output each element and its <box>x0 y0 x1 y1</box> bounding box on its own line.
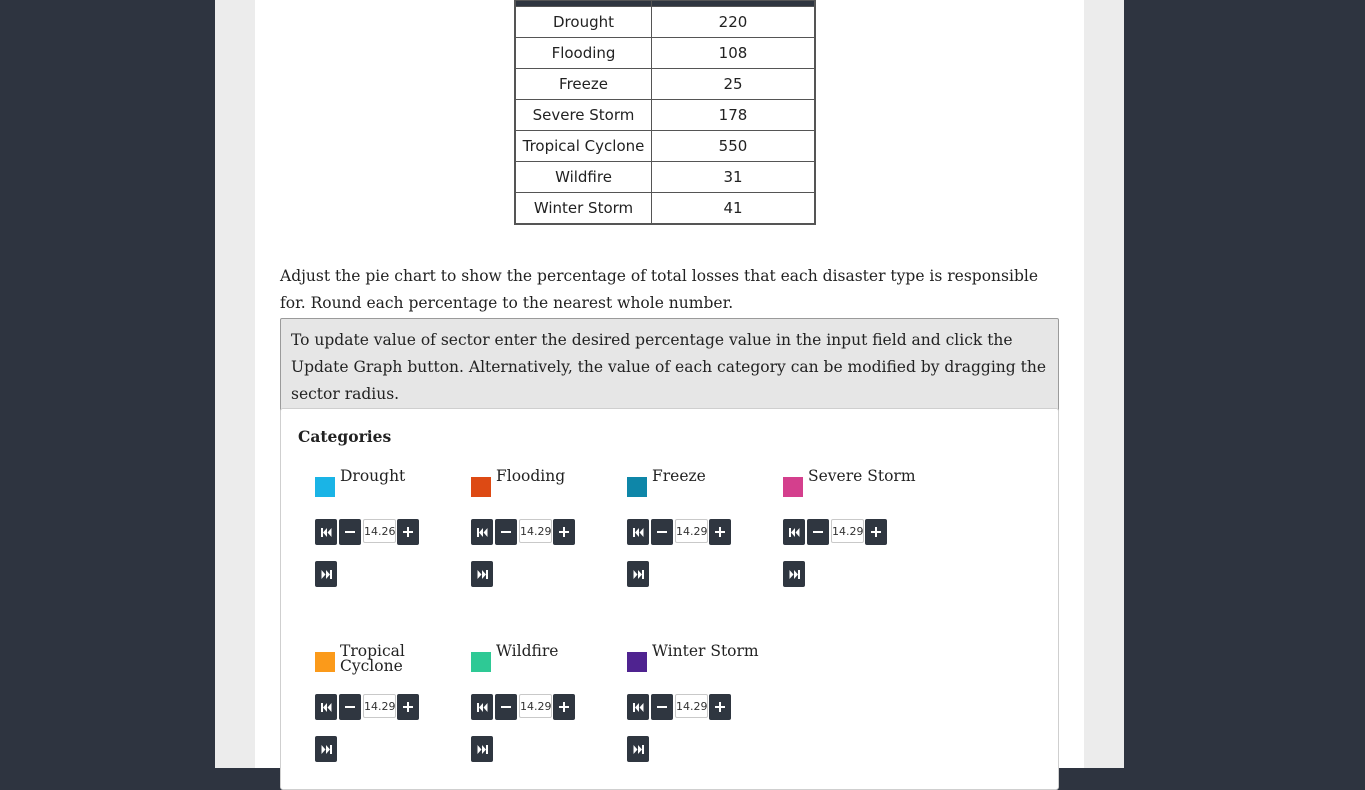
skip-to-start-icon <box>477 528 488 537</box>
skip-to-start-button[interactable] <box>315 694 337 720</box>
category-item <box>783 469 933 599</box>
category-name: Wildfire <box>496 642 559 660</box>
plus-icon <box>403 702 413 712</box>
table-row <box>515 38 815 69</box>
category-item <box>471 644 621 774</box>
skip-to-start-icon <box>789 528 800 537</box>
loss-cell: 31 <box>652 162 816 193</box>
category-name: Flooding <box>496 467 566 485</box>
loss-table <box>514 0 816 225</box>
skip-to-start-button[interactable] <box>627 694 649 720</box>
skip-to-end-icon <box>477 745 488 754</box>
category-value-input[interactable] <box>831 519 864 543</box>
disaster-type-cell: Freeze <box>515 69 652 100</box>
skip-to-end-button[interactable] <box>627 561 649 587</box>
skip-to-end-icon <box>789 570 800 579</box>
skip-to-start-icon <box>321 703 332 712</box>
skip-to-end-button[interactable] <box>627 736 649 762</box>
category-item <box>627 644 777 774</box>
loss-cell: 550 <box>652 131 816 162</box>
decrement-button[interactable] <box>651 519 673 545</box>
category-color-swatch <box>471 652 491 672</box>
disaster-type-cell: Wildfire <box>515 162 652 193</box>
table-row <box>515 193 815 225</box>
skip-to-start-button[interactable] <box>783 519 805 545</box>
minus-icon <box>657 702 667 712</box>
disaster-type-cell: Drought <box>515 7 652 38</box>
decrement-button[interactable] <box>651 694 673 720</box>
category-color-swatch <box>471 477 491 497</box>
disaster-type-cell: Winter Storm <box>515 193 652 225</box>
category-value-input[interactable] <box>363 519 396 543</box>
minus-icon <box>501 702 511 712</box>
category-color-swatch <box>627 477 647 497</box>
loss-cell: 41 <box>652 193 816 225</box>
disaster-type-cell: Flooding <box>515 38 652 69</box>
category-name: Drought <box>340 467 406 485</box>
category-value-input[interactable] <box>519 694 552 718</box>
category-color-swatch <box>315 652 335 672</box>
category-item <box>471 469 621 599</box>
skip-to-end-icon <box>477 570 488 579</box>
table-row <box>515 100 815 131</box>
minus-icon <box>813 527 823 537</box>
category-value-input[interactable] <box>363 694 396 718</box>
category-name: Winter Storm <box>652 642 759 660</box>
category-name: Freeze <box>652 467 706 485</box>
loss-cell: 220 <box>652 7 816 38</box>
category-item <box>315 644 465 774</box>
skip-to-start-button[interactable] <box>471 694 493 720</box>
skip-to-end-icon <box>321 570 332 579</box>
increment-button[interactable] <box>865 519 887 545</box>
table-row <box>515 162 815 193</box>
increment-button[interactable] <box>709 519 731 545</box>
decrement-button[interactable] <box>807 519 829 545</box>
skip-to-end-button[interactable] <box>315 736 337 762</box>
plus-icon <box>559 702 569 712</box>
plus-icon <box>403 527 413 537</box>
disaster-type-cell: Tropical Cyclone <box>515 131 652 162</box>
increment-button[interactable] <box>397 694 419 720</box>
minus-icon <box>501 527 511 537</box>
category-color-swatch <box>783 477 803 497</box>
skip-to-end-button[interactable] <box>471 561 493 587</box>
plus-icon <box>715 702 725 712</box>
skip-to-start-icon <box>477 703 488 712</box>
minus-icon <box>345 527 355 537</box>
plus-icon <box>715 527 725 537</box>
skip-to-start-icon <box>633 528 644 537</box>
plus-icon <box>559 527 569 537</box>
categories-panel <box>280 408 1059 790</box>
increment-button[interactable] <box>553 519 575 545</box>
increment-button[interactable] <box>553 694 575 720</box>
instruction-text: Adjust the pie chart to show the percentage of total losses that each disaster type is responsible for. Round each percentage to the nearest whole number. <box>280 267 1038 312</box>
table-row <box>515 7 815 38</box>
skip-to-end-icon <box>633 745 644 754</box>
decrement-button[interactable] <box>495 519 517 545</box>
category-item <box>627 469 777 599</box>
increment-button[interactable] <box>709 694 731 720</box>
skip-to-end-button[interactable] <box>471 736 493 762</box>
loss-cell: 108 <box>652 38 816 69</box>
plus-icon <box>871 527 881 537</box>
skip-to-start-icon <box>321 528 332 537</box>
category-item <box>315 469 465 599</box>
category-color-swatch <box>627 652 647 672</box>
hint-box: To update value of sector enter the desired percentage value in the input field and click the Update Graph button. Alternatively, the value of each category can be modified by dragging the sector radius. <box>280 318 1059 417</box>
disaster-type-cell: Severe Storm <box>515 100 652 131</box>
increment-button[interactable] <box>397 519 419 545</box>
skip-to-start-icon <box>633 703 644 712</box>
category-value-input[interactable] <box>675 694 708 718</box>
decrement-button[interactable] <box>339 519 361 545</box>
category-color-swatch <box>315 477 335 497</box>
category-name: Tropical Cyclone <box>340 642 405 675</box>
minus-icon <box>345 702 355 712</box>
minus-icon <box>657 527 667 537</box>
skip-to-end-icon <box>321 745 332 754</box>
category-value-input[interactable] <box>519 519 552 543</box>
skip-to-start-button[interactable] <box>627 519 649 545</box>
skip-to-start-button[interactable] <box>315 519 337 545</box>
table-row <box>515 69 815 100</box>
skip-to-end-button[interactable] <box>783 561 805 587</box>
skip-to-end-icon <box>633 570 644 579</box>
decrement-button[interactable] <box>339 694 361 720</box>
skip-to-end-button[interactable] <box>315 561 337 587</box>
categories-title: Categories <box>298 427 392 446</box>
loss-cell: 178 <box>652 100 816 131</box>
loss-cell: 25 <box>652 69 816 100</box>
decrement-button[interactable] <box>495 694 517 720</box>
table-row <box>515 131 815 162</box>
skip-to-start-button[interactable] <box>471 519 493 545</box>
category-name: Severe Storm <box>808 467 916 485</box>
category-value-input[interactable] <box>675 519 708 543</box>
